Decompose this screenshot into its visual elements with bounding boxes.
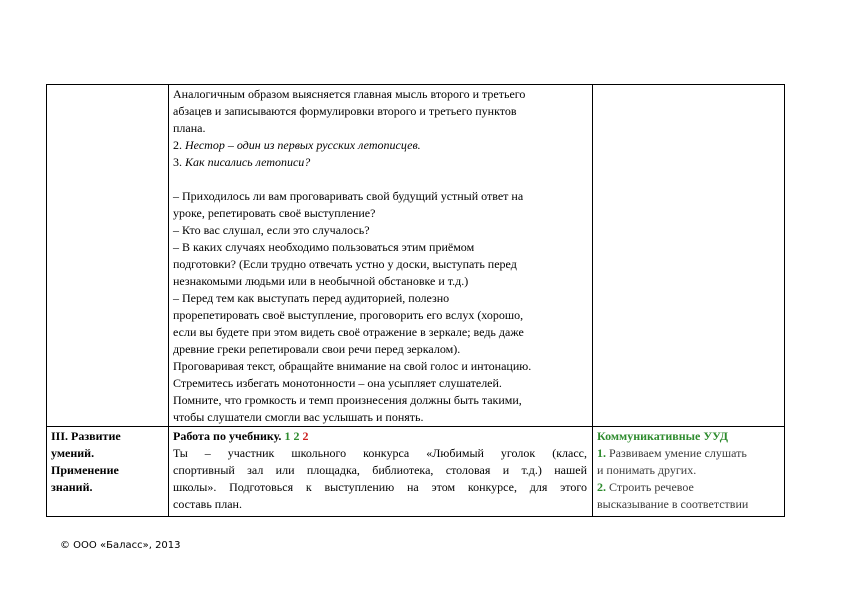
copyright-footer: © ООО «Баласс», 2013: [60, 540, 181, 551]
level-number: 1: [284, 429, 291, 443]
work-heading: [173, 428, 587, 445]
level-number: 2: [293, 429, 300, 443]
plan-item-number: 2.: [173, 138, 182, 152]
plan-item-text: Как писались летописи?: [185, 155, 311, 169]
text-line: Стремитесь избегать монотонности – она усыпляет слушателей.: [173, 376, 502, 390]
blank-line: [173, 171, 587, 188]
uud-item-2: [597, 479, 779, 496]
text-line: – Приходилось ли вам проговаривать свой будущий устный ответ на: [173, 189, 524, 203]
text-line: незнакомыми людьми или в необычной обстановке и т.д.): [173, 274, 469, 288]
stage-line: знаний.: [51, 480, 93, 494]
stage-cell: [47, 427, 169, 517]
uud-title: Коммуникативные УУД: [597, 429, 729, 443]
plan-item-2: [173, 137, 587, 154]
uud-number: 2.: [597, 480, 606, 494]
table-row: [47, 427, 785, 517]
uud-cell: [593, 85, 785, 427]
text-line: Помните, что громкость и темп произнесения должны быть такими,: [173, 393, 522, 407]
text-line: Проговаривая текст, обращайте внимание на свой голос и интонацию.: [173, 359, 532, 373]
text-line: плана.: [173, 121, 206, 135]
uud-text: Развиваем умение слушать: [609, 446, 747, 460]
uud-cell: [593, 427, 785, 517]
level-number: 2: [302, 429, 309, 443]
text-line: – Кто вас слушал, если это случалось?: [173, 223, 370, 237]
text-line: прорепетировать своё выступление, проговорить его вслух (хорошо,: [173, 308, 524, 322]
plan-item-3: [173, 154, 587, 171]
text-line: уроке, репетировать своё выступление?: [173, 206, 376, 220]
uud-text: высказывание в соответствии: [597, 497, 749, 511]
task-line: спортивный зал или площадка, библиотека, столовая и т.д.) нашей: [173, 463, 587, 477]
uud-item-1: [597, 445, 779, 462]
stage-line: умений.: [51, 446, 95, 460]
task-line: школы». Подготовься к выступлению на этом конкурсе, для этого: [173, 480, 587, 494]
stage-line: III. Развитие: [51, 429, 121, 443]
text-line: – В каких случаях необходимо пользоваться этим приёмом: [173, 240, 475, 254]
text-line: абзацев и записываются формулировки второго и третьего пунктов: [173, 104, 517, 118]
stage-cell: [47, 85, 169, 427]
table-row: [47, 85, 785, 427]
text-line: – Перед тем как выступать перед аудиторией, полезно: [173, 291, 450, 305]
work-label: Работа по учебнику.: [173, 429, 282, 443]
stage-line: Применение: [51, 463, 119, 477]
text-line: чтобы слушатели смогли вас услышать и понять.: [173, 410, 424, 424]
lesson-table: [46, 84, 785, 517]
text-line: если вы будете при этом видеть своё отражение в зеркале; ведь даже: [173, 325, 524, 339]
plan-item-number: 3.: [173, 155, 182, 169]
activity-cell: [169, 427, 593, 517]
task-line: составь план.: [173, 497, 242, 511]
uud-text: и понимать других.: [597, 463, 697, 477]
plan-item-text: Нестор – один из первых русских летописцев.: [185, 138, 421, 152]
task-line: Ты – участник школьного конкурса «Любимый уголок (класс,: [173, 446, 587, 460]
text-line: подготовки? (Если трудно отвечать устно у доски, выступать перед: [173, 257, 517, 271]
text-line: древние греки репетировали свои речи перед зеркалом).: [173, 342, 461, 356]
activity-cell: [169, 85, 593, 427]
uud-number: 1.: [597, 446, 606, 460]
uud-text: Строить речевое: [609, 480, 694, 494]
text-line: Аналогичным образом выясняется главная мысль второго и третьего: [173, 87, 526, 101]
